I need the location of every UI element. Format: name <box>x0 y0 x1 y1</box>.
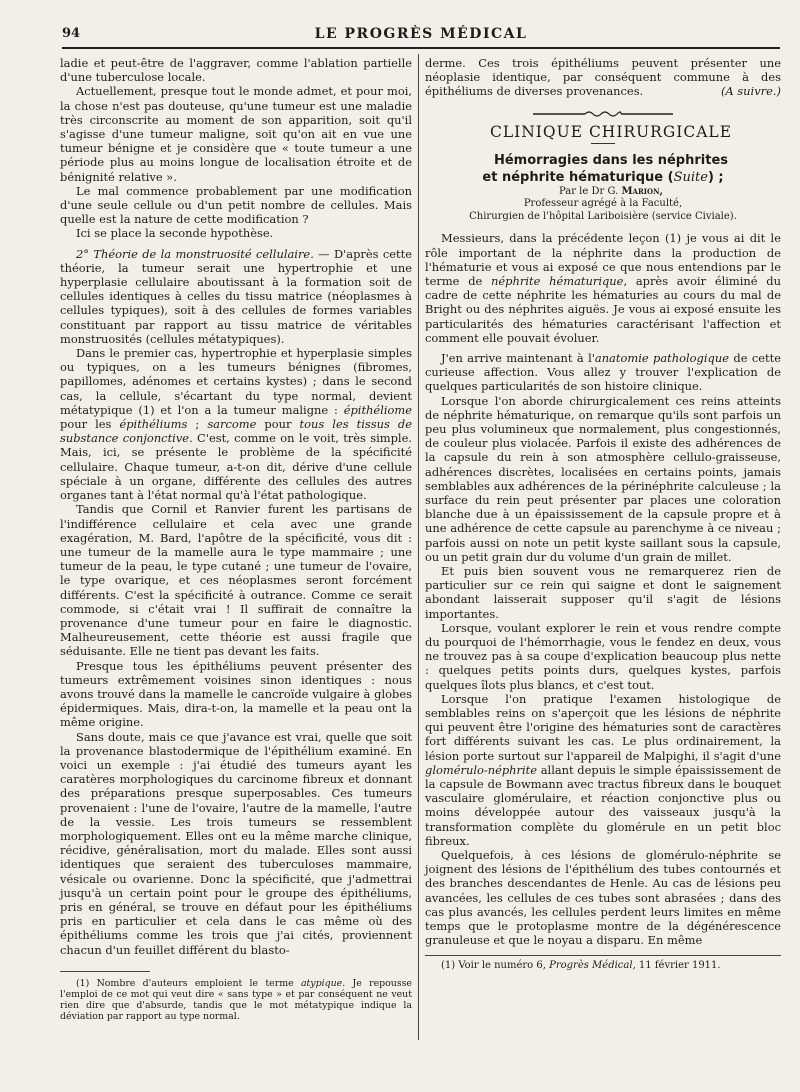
header-rule <box>62 47 780 49</box>
article-title-line2: et néphrite hématurique ( <box>482 169 674 185</box>
text-run: (1) Voir le numéro 6, <box>441 960 550 972</box>
paragraph: Presque tous les épithéliums peuvent présenter des tumeurs extrêmement voisines sinon identiques : nous avons trouvé dans la mamelle le cancroïde vulgaire à globes épidermiques. Mais, dira-t-on, la mamelle et la peau ont la même origine. <box>60 658 412 730</box>
paragraph <box>425 56 781 99</box>
text-run: allant depuis le simple épaississement de la capsule de Bowmann avec tractus fibreux dans le bouquet vasculaire glomérulaire, et réaction conjonctive plus ou moins développée autour des vaisseaux jusqu'à la transformation complète du glomérule en un petit bloc fibreux. <box>425 762 781 848</box>
italic-term: sarcome <box>207 417 257 432</box>
left-column <box>60 56 412 1023</box>
text-run: derme. Ces trois épithéliums peuvent présenter une néoplasie identique, par conséquent commune à des épithéliums de diverses provenances. <box>425 56 781 99</box>
paragraph-cases <box>60 346 412 502</box>
text-run: ; <box>187 417 208 432</box>
text-run: Dans le premier cas, hypertrophie et hyperplasie simples ou typiques, on a les tumeurs bénignes (fibromes, papillomes, adénomes et certains kystes) ; dans le second cas, la cellule, s'écartant du type normal, devient métatypique (1) et l'on a la tumeur maligne : <box>60 346 412 417</box>
text-run: pour les <box>60 417 120 432</box>
byline-prefix: Par le Dr G. <box>558 185 622 197</box>
italic-term: Progrès Médical, <box>549 960 636 972</box>
byline-role: Professeur agrégé à la Faculté, <box>523 198 683 210</box>
text-run: . C'est, comme on le voit, très simple. Mais, ici, se présente le problème de la spécificité cellulaire. Chaque tumeur, a-t-on dit, dérive d'une cellule spéciale à un organe, différente des cellules des autres organes tant à l'état normal qu'à l'état pathologique. <box>60 431 412 503</box>
footnote <box>425 960 781 972</box>
journal-title: LE PROGRÈS MÉDICAL <box>314 26 528 42</box>
italic-term: épithéliome <box>343 402 412 417</box>
paragraph: Sans doute, mais ce que j'avance est vrai, quelle que soit la provenance blastodermique de l'épithélium examiné. En voici un exemple : j'ai étudié des tumeurs ayant les caratères morphologiques du carcinome fibreux et donnant des préparations presque superposables. Ces tumeurs provenaient : l'une de l'ovaire, l'autre de la mamelle, l'autre de la vessie. Les trois tumeurs se ressemblent morphologiquement. Elles ont eu la même marche clinique, récidive, généralisation, mort du malade. Elles sont aussi identiques que seraient des tuberculoses mammaire, vésicale ou ovarienne. Donc la spécificité, que j'admettrai jusqu'à un certain point pour le groupe des épithéliums, pris en général, se trouve en défaut pour les épithéliums pris en particulier et cela dans le cas même où des épithéliums comme les trois que j'ai cités, proviennent chacun d'un feuillet différent du blasto- <box>60 729 412 957</box>
text-run: pour <box>256 417 300 432</box>
author-name: Marion, <box>621 185 664 197</box>
article-title-suite: Suite <box>673 169 708 185</box>
a-suivre: (A suivre.) <box>720 84 781 99</box>
paragraph: Actuellement, presque tout le monde admet, et pour moi, la chose n'est pas douteuse, qu'une tumeur est une maladie très circonscrite au moment de son apparition, soit qu'il s'agisse d'une tumeur maligne, soit qu'on ait en vue une tumeur bénigne et je considère que « toute tumeur a une période plus au moins longue de localisation étroite et de bénignité relative ». <box>60 84 412 184</box>
text-run: , après avoir éliminé du cadre de cette néphrite les hématuries au cours du mal de Bright ou des néphrites aiguës. Je vous ai exposé ensuite les particularités des hématuries caractérisant l'affection et comment elle pouvait évoluer. <box>425 273 781 345</box>
paragraph: Lorsque l'on aborde chirurgicalement ces reins atteints de néphrite hématurique, on remarque qu'ils sont parfois un peu plus volumineux que normalement, plus congestionnés, de couleur plus violacée. Parfois il existe des adhérences de la capsule du rein à son atmosphère cellulo-graisseuse, adhérences discrètes, localisées en certains points, jamais semblables aux adhérences de la périnéphrite calculeuse ; la surface du rein peut présenter par places une coloration blanche due à un épaississement de la capsule propre et à une adhérence de cette capsule au parenchyme à ce niveau ; parfois aussi on note un petit kyste saillant sous la capsule, ou un petit grain dur du volume d'un grain de millet. <box>425 393 781 564</box>
article-title-line1: Hémorragies dans les néphrites <box>493 152 728 168</box>
text-run: J'en arrive maintenant à l' <box>441 350 595 365</box>
italic-term: atypique <box>300 977 343 989</box>
text-run: Messieurs, dans la précédente leçon (1) je vous ai dit le rôle important de la néphrite dans la production de l'hématurie et vous ai exposé ce que nous entendions par le terme de <box>425 231 781 288</box>
paragraph: Tandis que Cornil et Ranvier furent les partisans de l'indifférence cellulaire et cela avec une grande exagération, M. Bard, l'apôtre de la spécificité, vous dit : une tumeur de la mamelle aura le type mammaire ; une tumeur de la peau, le type cutané ; une tumeur de l'ovaire, le type ovarique, et ces néoplasmes seront forcément différents. C'est la spécificité à outrance. Comme ce serait commode, si c'était vrai ! Il suffirait de connaître la provenance d'une tumeur pour en faire le diagnostic. Malheureusement, cette théorie est aussi fragile que séduisante. Elle ne tient pas devant les faits. <box>60 502 412 659</box>
paragraph: Lorsque, voulant explorer le rein et vous rendre compte du pourquoi de l'hémorrhagie, vous le fendez en deux, vous ne trouvez pas à sa coupe d'explication beaucoup plus nette : quelques petits points durs, quelques kystes, parfois quelques îlots plus blancs, et c'est tout. <box>425 620 781 692</box>
italic-term: néphrite hématurique <box>491 273 624 288</box>
paragraph-anatomy <box>425 351 781 394</box>
italic-term: tous les tissus de substance conjonctive <box>60 417 413 446</box>
page-header <box>62 26 780 46</box>
paragraph: Et puis bien souvent vous ne remarquerez rien de particulier sur ce rein qui saigne et dont le saignement abondant laisserait supposer qu'il s'agit de lésions importantes. <box>425 563 781 621</box>
footnote <box>60 978 412 1023</box>
paragraph: Quelquefois, à ces lésions de glomérulo-néphrite se joignent des lésions de l'épithélium des tubes contournés et des branches descendantes de Henle. Au cas de lésions peu avancées, les cellules de ces tubes sont abrasées ; dans des cas plus avancés, les cellules perdent leurs limites en même temps que le protoplasme montre de la dégénérescence granuleuse et que le noyau a disparu. En même <box>425 848 781 948</box>
byline <box>425 186 781 224</box>
footnote-rule <box>425 955 781 956</box>
ornament-separator-icon <box>533 109 673 119</box>
section-2-lead: 2° Théorie de la monstruosité cellulaire. <box>76 246 314 261</box>
paragraph: ladie et peut-être de l'aggraver, comme l'ablation partielle d'une tuberculose locale. <box>60 56 412 85</box>
section-heading: CLINIQUE CHIRURGICALE <box>489 122 733 141</box>
text-run: de cette curieuse affection. Vous allez y trouver l'explication de quelques particularités de son histoire clinique. <box>425 350 781 394</box>
column-divider <box>418 54 419 1040</box>
article-title-end: ) ; <box>707 169 724 185</box>
short-rule <box>591 143 615 144</box>
text-run: (1) Nombre d'auteurs emploient le terme <box>76 977 301 989</box>
text-run: . Je repousse l'emploi de ce mot qui veut dire « sans type » et par conséquent ne veut rien dire que d'absurde, tandis que le mot métatypique indique la déviation par rapport au type normal. <box>60 977 412 1023</box>
paragraph: Le mal commence probablement par une modification d'une seule cellule ou d'un petit nombre de cellules. Mais quelle est la nature de cette modification ? <box>60 183 412 227</box>
paragraph: Ici se place la seconde hypothèse. <box>76 226 274 241</box>
spacer <box>425 223 781 231</box>
paragraph-intro <box>425 231 781 345</box>
paragraph-section-2 <box>60 247 412 346</box>
right-column <box>425 56 781 972</box>
paragraph-histology <box>425 692 781 848</box>
italic-term: épithéliums <box>119 417 188 432</box>
italic-term: glomérulo-néphrite <box>425 762 538 777</box>
article-title <box>425 152 781 186</box>
text-run: Lorsque l'on pratique l'examen histologique de semblables reins on s'aperçoit que les lésions de néphrite qui peuvent être l'origine des hématuries sont de caractères fort différents suivant les cas. Le plus ordinairement, la lésion porte surtout sur l'appareil de Malpighi, il s'agit d'une <box>425 691 781 763</box>
footnote-rule <box>60 971 150 972</box>
italic-term: anatomie pathologique <box>594 350 729 365</box>
text-run: 11 février 1911. <box>635 960 721 972</box>
page-number: 94 <box>62 26 81 41</box>
section-2-text: — D'après cette théorie, la tumeur serait une hypertrophie et une hyperplasie cellulaire aboutissant à la formation soit de cellules identiques à celles du tissu matrice (néoplasmes à cellules typiques), soit à des cellules de formes variables constituant par rapport au tissu matrice de véritables monstruosités (cellules métatypiques). <box>60 246 412 346</box>
byline-role: Chirurgien de l'hôpital Lariboisière (service Civiale). <box>469 210 737 222</box>
